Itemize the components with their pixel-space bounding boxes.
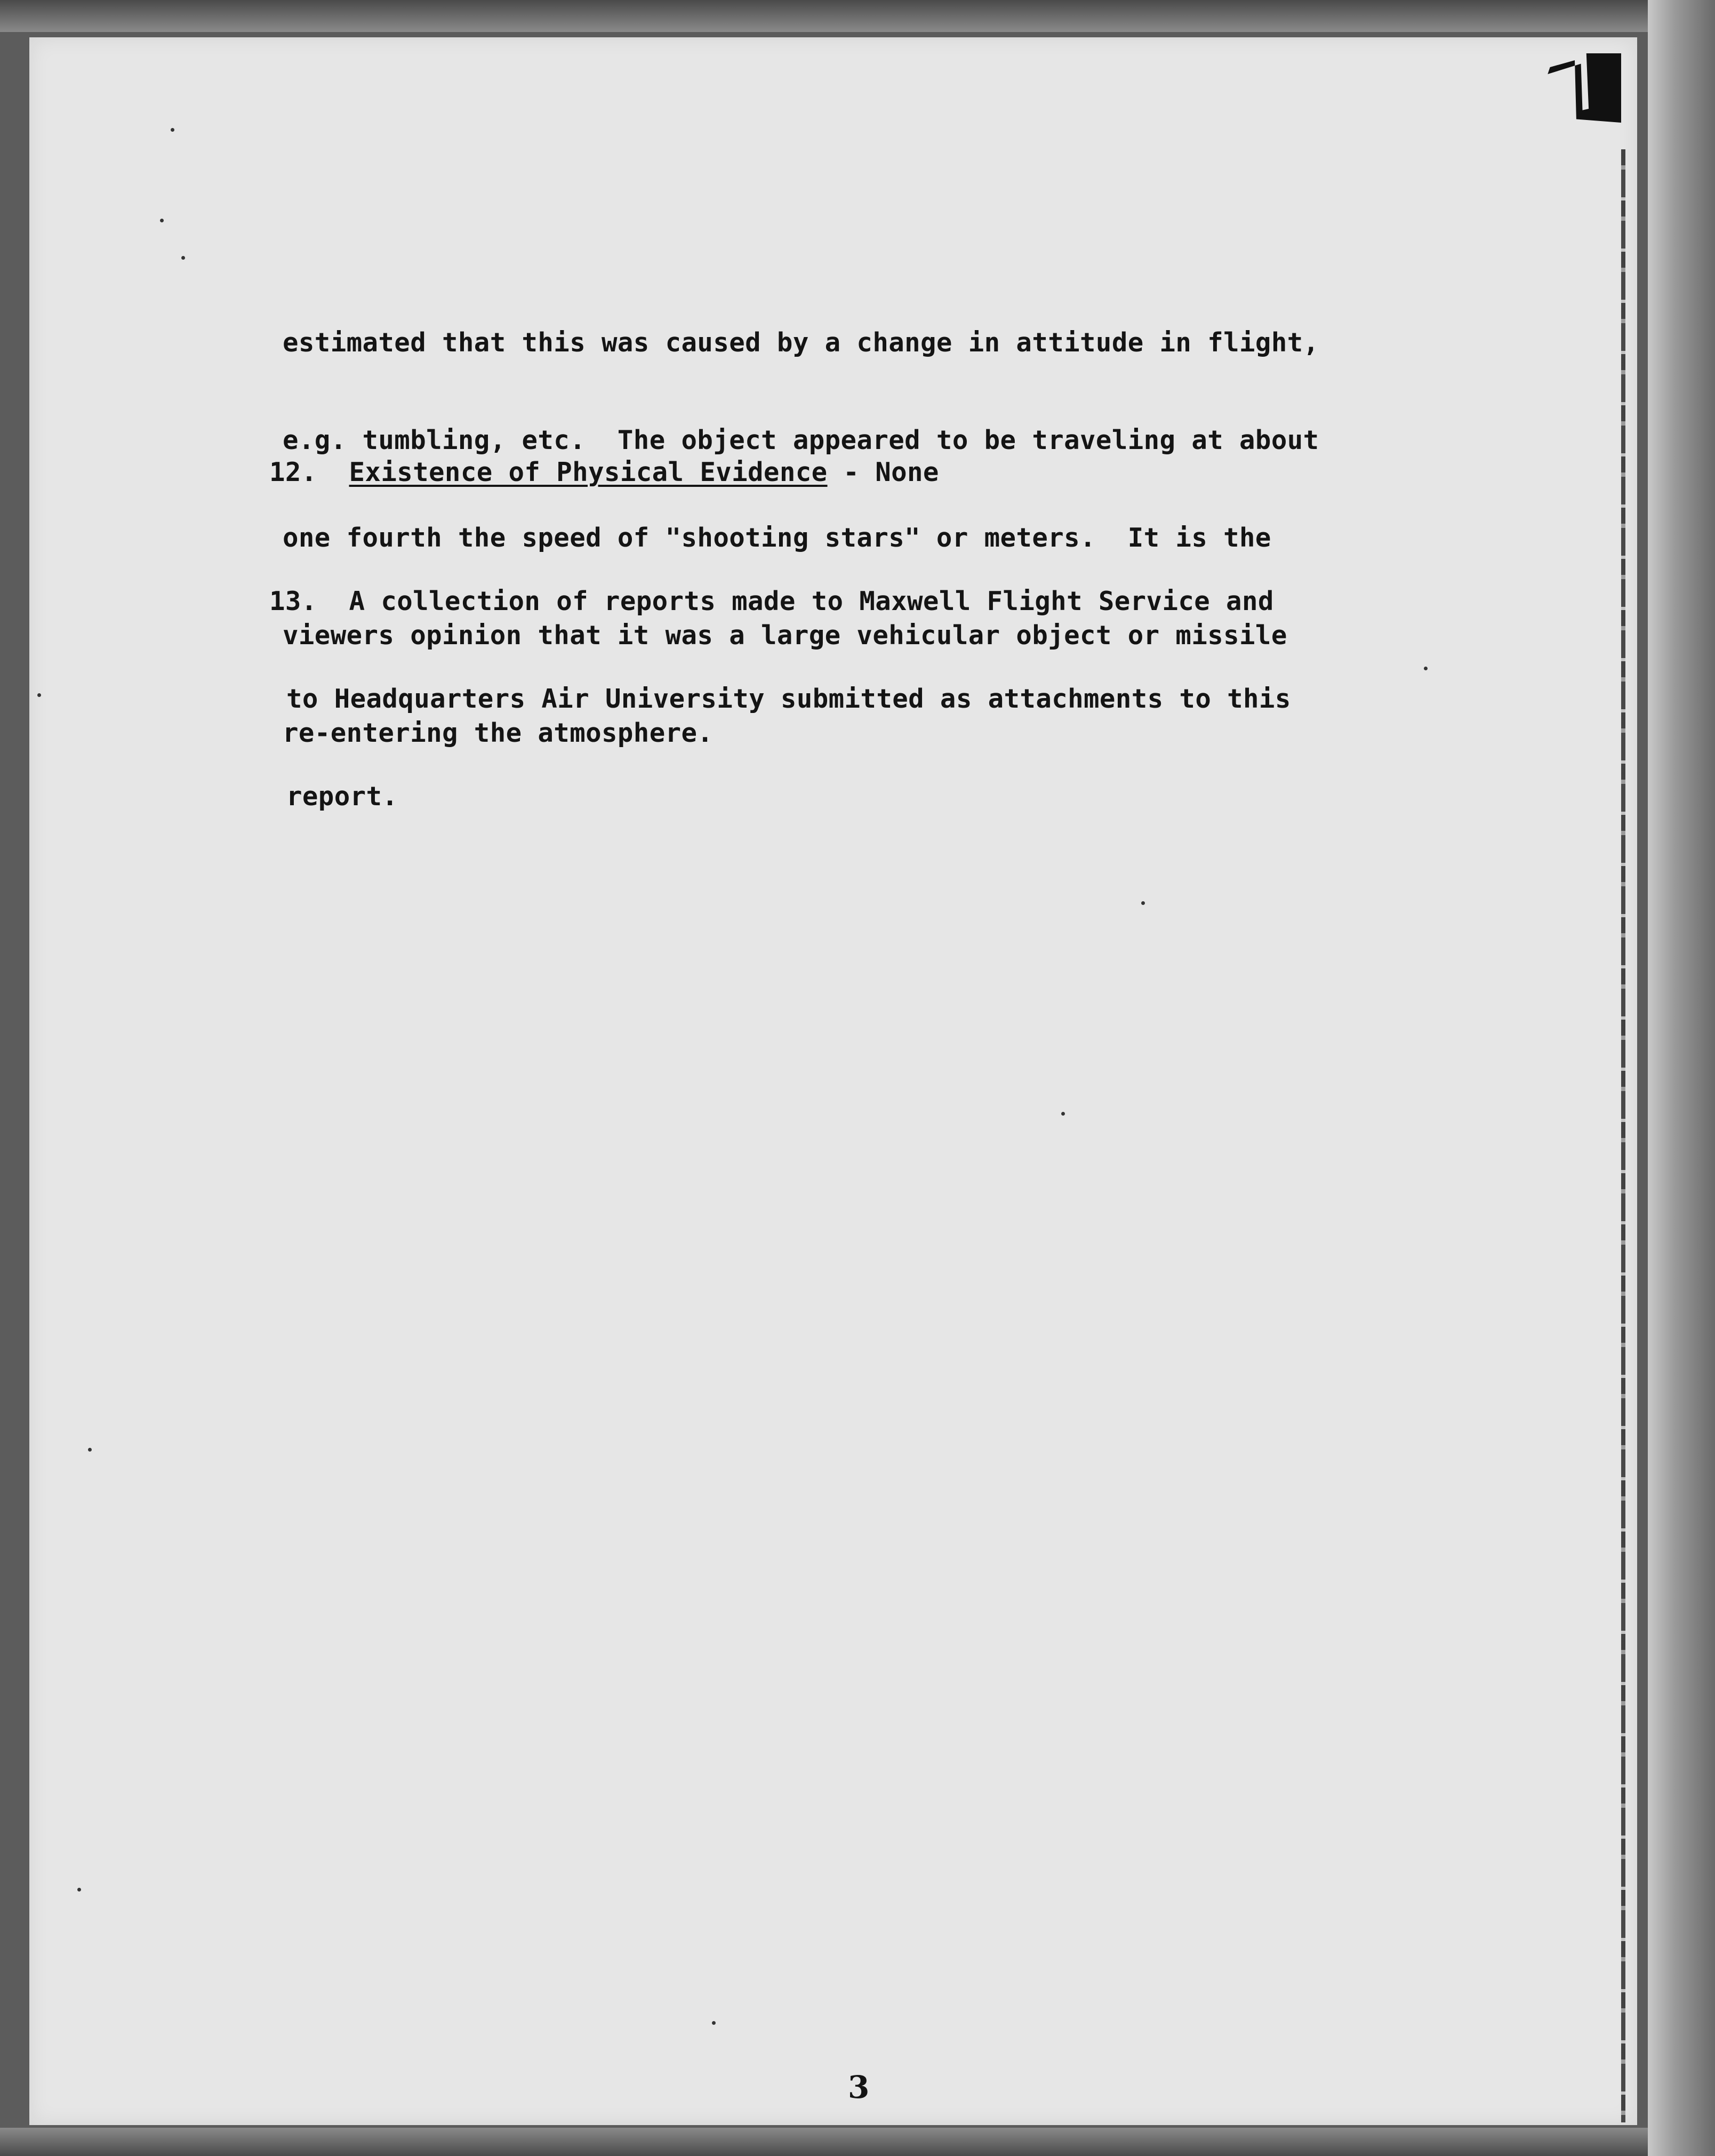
scan-frame-bottom-edge [0, 2128, 1715, 2156]
paragraph-line: re-entering the atmosphere. [283, 718, 714, 748]
item-13-collection-of-reports [269, 520, 1291, 845]
page-number: 3 [848, 2069, 870, 2105]
scan-speck [77, 1888, 81, 1891]
scan-frame-top-edge [0, 0, 1715, 32]
item-number: 13. [269, 586, 317, 616]
item-text-line-content: report. [286, 781, 398, 812]
item-heading: Existence of Physical Evidence [349, 457, 828, 487]
item-value: - None [827, 457, 939, 487]
scan-speck [1061, 1112, 1065, 1116]
item-text-line [269, 683, 1291, 715]
paragraph-line: estimated that this was caused by a change in attitude in flight, [283, 327, 1319, 358]
scan-speck [171, 128, 174, 132]
scan-frame-right-edge [1648, 0, 1715, 2156]
scan-speck [712, 2021, 716, 2025]
scan-speck [1141, 901, 1145, 905]
item-text-line [269, 780, 1291, 813]
scan-speck [160, 219, 164, 222]
item-12-physical-evidence [269, 456, 939, 488]
scan-speck [37, 693, 41, 697]
item-number: 12. [269, 457, 317, 487]
page-right-edge-shadow [1621, 149, 1625, 2122]
item-text-line: A collection of reports made to Maxwell Flight Service and [349, 586, 1274, 616]
item-text-line-content: to Headquarters Air University submitted as attachments to this [286, 684, 1291, 714]
scan-speck [88, 1448, 92, 1452]
scan-speck [181, 256, 185, 260]
paragraph-line: e.g. tumbling, etc. The object appeared to be traveling at about [283, 425, 1319, 455]
paragraph-line: viewers opinion that it was a large vehicular object or missile [283, 620, 1287, 651]
item-13-first-line [269, 585, 1291, 618]
paragraph-line: one fourth the speed of "shooting stars" or meters. It is the [283, 523, 1271, 553]
